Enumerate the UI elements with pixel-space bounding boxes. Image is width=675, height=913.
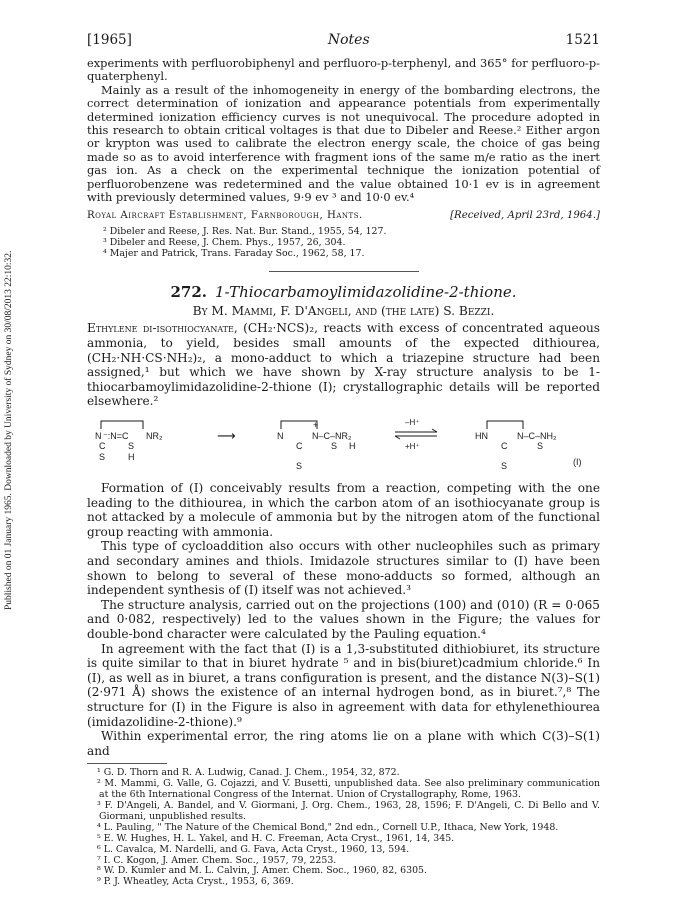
scheme-atom: C [501, 441, 508, 452]
article-paragraph-2: Formation of (I) conceivably results from a reaction, competing with the one leading to the dithiourea, in which the carbon atom of an isothiocyanate group is not attacked by a molecule of ammonia but by the nitrogen atom of the functional group reacting with ammonia. [87, 481, 600, 539]
article-paragraph-1-text: (CH₂·NCS)₂, reacts with excess of concentrated aqueous ammonia, to yield, besides small amounts of the expected dithiourea, (CH₂·NH·CS·NH₂)₂, a mono-adduct to which a triazepine structure had been assigned,¹ but which we have shown by X-ray structure analysis to be 1-thiocarbamoylimidazolidine-2-thione (I); crystallographic details will be reported elsewhere.² [87, 321, 600, 409]
affiliation: Royal Aircraft Establishment, Farnborough, Hants. [87, 210, 363, 222]
protonation-label: +H⁺ [405, 442, 420, 452]
header-page-number: 1521 [565, 32, 600, 48]
scheme-atom: HN [475, 431, 488, 442]
scheme-atom: H [128, 452, 135, 463]
running-header [87, 32, 600, 48]
download-watermark: Published on 01 January 1965. Downloaded by University of Sydney on 30/08/2013 22:10:32. [4, 250, 14, 610]
header-section: Notes [327, 32, 370, 48]
scheme-atom: S [296, 461, 303, 472]
scheme-atom: S [99, 452, 106, 463]
footnote-item: ³ F. D'Angeli, A. Bandel, and V. Giormani, J. Org. Chem., 1963, 28, 1596; F. D'Angeli, C. Di Bello and V. Giormani, unpublished results. [97, 800, 600, 822]
footnote-item: ⁶ L. Cavalca, M. Nardelli, and G. Fava, Acta Cryst., 1960, 13, 594. [97, 843, 410, 855]
reactant-structure [95, 421, 163, 462]
article-paragraph-1 [87, 321, 600, 409]
footnotes [87, 768, 600, 888]
journal-page [87, 32, 600, 888]
footnote-item: ⁴ L. Pauling, " The Nature of the Chemical Bond," 2nd edn., Cornell U.P., Ithaca, New York, 1948. [97, 821, 559, 833]
intro-paragraph-2: Mainly as a result of the inhomogeneity in energy of the bombarding electrons, the correct determination of ionization and appearance potentials from experimentally determined ionization efficiency curves is not unequivocal. The procedure adopted in this research to obtain critical voltages is that due to Dibeler and Reese.² Either argon or krypton was used to calibrate the electron energy scale, the choice of gas being made so as to avoid interference with fragment ions of the same m/e ratio as the inert gas ion. As a check on the experimental technique the ionization potential of perfluorobenzene was redetermined and the value obtained 10·1 ev is in agreement with previously determined values, 9·9 ev ³ and 10·0 ev.⁴ [87, 82, 600, 205]
reference-item: ³ Dibeler and Reese, J. Chem. Phys., 1957, 26, 304. [103, 237, 346, 249]
section-divider [269, 271, 419, 272]
article-paragraph-5: In agreement with the fact that (I) is a 1,3-substituted dithiobiuret, its structure is quite similar to that in biuret hydrate ⁵ and in bis(biuret)cadmium chloride.⁶ In (I), as well as in biuret, a trans configuration is present, and the distance N(3)–S(1) (2·971 Å) shows the existence of an internal hydrogen bond, as in biuret.⁷,⁸ The structure for (I) in the Figure is also in agreement with data for ethylenethiourea (imidazolidine-2-thione).⁹ [87, 641, 600, 729]
scheme-atom: ⁻:N=C [103, 431, 129, 442]
scheme-atom: N–C–NR₂ [312, 431, 352, 442]
reference-item: ² Dibeler and Reese, J. Res. Nat. Bur. Stand., 1955, 54, 127. [103, 226, 387, 238]
deprotonation-label: –H⁺ [405, 418, 420, 428]
scheme-atom: N [95, 431, 102, 442]
article-paragraph-4: The structure analysis, carried out on the projections (100) and (010) (R = 0·065 and 0·082, respectively) led to the values shown in the Figure; the values for double-bond character were calculated by the Pauling equation.⁴ [87, 597, 600, 641]
footnote-divider [87, 763, 167, 764]
scheme-atom: N [277, 431, 284, 442]
scheme-atom: H [349, 441, 356, 452]
header-year: [1965] [87, 32, 132, 48]
article-title [87, 283, 600, 301]
footnote-item: ⁷ I. C. Kogon, J. Amer. Chem. Soc., 1957, 79, 2253. [97, 854, 337, 866]
lead-words: Ethylene di-isothiocyanate, [87, 321, 238, 336]
received-date: [Received, April 23rd, 1964.] [450, 210, 600, 222]
scheme-atom: S [537, 441, 544, 452]
scheme-atom: C [296, 441, 303, 452]
scheme-atom: S [128, 441, 135, 452]
scheme-atom: NR₂ [146, 431, 163, 442]
reaction-scheme [87, 411, 600, 479]
reaction-arrow: ⟶ [217, 428, 236, 444]
footnote-item: ⁵ E. W. Hughes, H. L. Yakel, and H. C. Freeman, Acta Cryst., 1961, 14, 345. [97, 832, 455, 844]
scheme-atom: C [99, 441, 106, 452]
intro-paragraph-1: experiments with perfluorobiphenyl and perfluoro-p-terphenyl, and 365° for perfluoro-p-quaterphenyl. [87, 56, 600, 84]
scheme-atom: N–C–NH₂ [517, 431, 557, 442]
scheme-atom: S [331, 441, 338, 452]
article-byline: By M. Mammi, F. D'Angeli, and (the late) S. Bezzi. [192, 304, 495, 319]
intro-references [87, 226, 600, 259]
scheme-atom: S [501, 461, 508, 472]
article-paragraph-6: Within experimental error, the ring atoms lie on a plane with which C(3)–S(1) and [87, 729, 600, 758]
footnote-item: ⁹ P. J. Wheatley, Acta Cryst., 1953, 6, 369. [97, 876, 294, 888]
reference-item: ⁴ Majer and Patrick, Trans. Faraday Soc., 1962, 58, 17. [103, 248, 365, 260]
product-structure [475, 421, 582, 471]
intermediate-structure [277, 420, 356, 471]
affiliation-line [87, 209, 600, 223]
article-number: 272. [170, 283, 208, 302]
footnote-item: ² M. Mammi, G. Valle, G. Cojazzi, and V. Busetti, unpublished data. See also preliminary communication at the 6th International Congress of the Internat. Union of Crystallography, Rome, 1963. [97, 778, 600, 801]
scheme-charge: + [313, 420, 319, 431]
compound-label: (I) [573, 457, 582, 468]
footnote-item: ⁸ W. D. Kumler and M. L. Calvin, J. Amer. Chem. Soc., 1960, 82, 6305. [97, 865, 427, 877]
footnote-item: ¹ G. D. Thorn and R. A. Ludwig, Canad. J. Chem., 1954, 32, 872. [97, 767, 400, 779]
article-title-text: 1-Thiocarbamoylimidazolidine-2-thione. [215, 283, 517, 302]
article-paragraph-3: This type of cycloaddition also occurs with other nucleophiles such as primary and secondary amines and thiols. Imidazole structures similar to (I) have been shown to belong to several of these mono-adducts so formed, although an independent synthesis of (I) itself was not achieved.³ [87, 539, 600, 598]
equilibrium-arrows [395, 418, 437, 451]
